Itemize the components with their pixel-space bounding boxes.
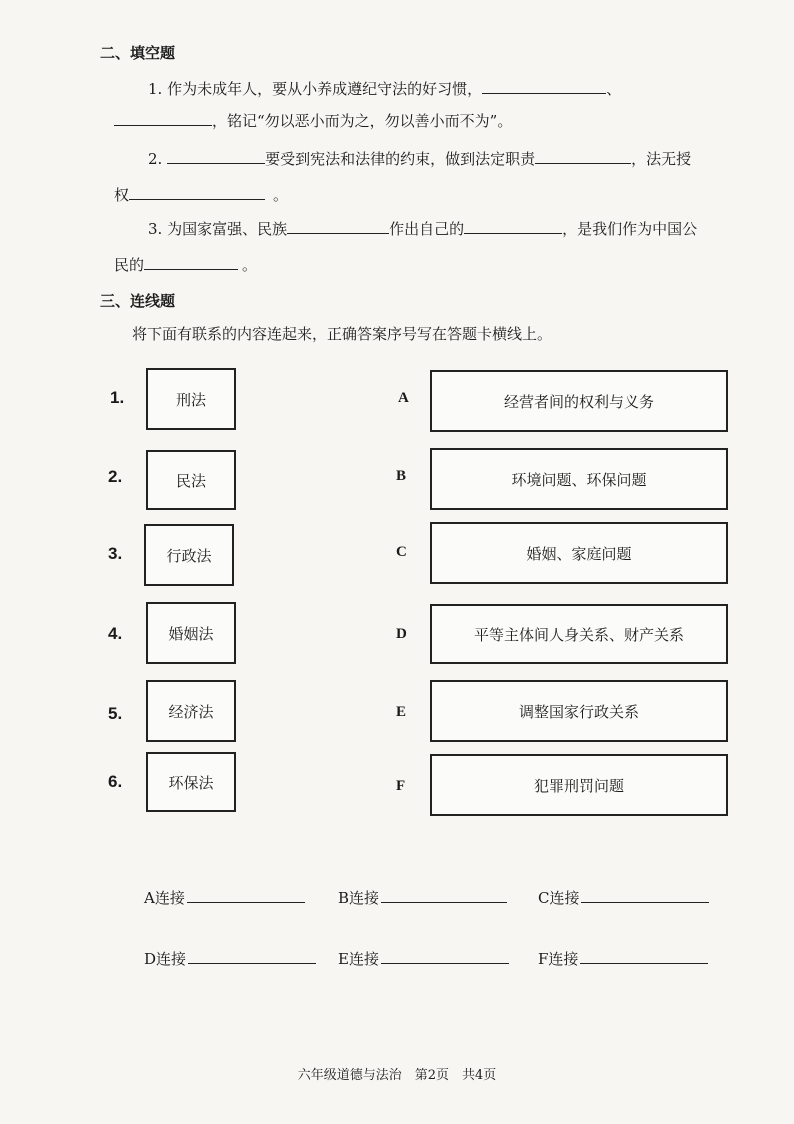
answer-f-blank[interactable] bbox=[580, 949, 708, 964]
right-item-c[interactable]: 婚姻、家庭问题 bbox=[430, 522, 728, 584]
question-3-line-2 bbox=[114, 254, 257, 275]
q1-blank-1[interactable] bbox=[482, 79, 606, 94]
q2-prefix: 2. bbox=[148, 150, 168, 168]
right-letter-d: D bbox=[396, 626, 407, 642]
left-item-civil-law[interactable]: 民法 bbox=[146, 450, 236, 510]
q1-mid: 、 bbox=[606, 80, 622, 98]
q2-blank-1[interactable] bbox=[167, 149, 265, 164]
answer-d-label: D连接 bbox=[144, 950, 187, 968]
q1-suffix: ，铭记“勿以恶小而为之，勿以善小而不为”。 bbox=[212, 112, 513, 130]
answer-e-blank[interactable] bbox=[381, 949, 509, 964]
answer-d bbox=[144, 948, 316, 969]
answer-a-label: A连接 bbox=[144, 889, 185, 907]
left-item-environmental-law[interactable]: 环保法 bbox=[146, 752, 236, 812]
answer-b bbox=[338, 887, 507, 908]
q2-blank-2[interactable] bbox=[535, 149, 631, 164]
left-number-5: 5. bbox=[108, 704, 123, 723]
answer-c bbox=[538, 887, 709, 908]
q3-blank-3[interactable] bbox=[144, 255, 238, 270]
q3-part2: ，是我们作为中国公 bbox=[562, 220, 698, 238]
q3-blank-2[interactable] bbox=[464, 219, 562, 234]
q3-line2-prefix: 民的 bbox=[114, 256, 145, 274]
q2-part2: ，法无授 bbox=[631, 150, 692, 168]
right-letter-b: B bbox=[396, 468, 407, 484]
answer-e bbox=[338, 948, 509, 969]
matching-instruction: 将下面有联系的内容连起来，正确答案序号写在答题卡横线上。 bbox=[132, 325, 553, 343]
q1-prefix: 1. 作为未成年人，要从小养成遵纪守法的好习惯， bbox=[148, 80, 483, 98]
right-item-d[interactable]: 平等主体间人身关系、财产关系 bbox=[430, 604, 728, 664]
left-item-criminal-law[interactable]: 刑法 bbox=[146, 368, 236, 430]
page-footer: 六年级道德与法治 第2页 共4页 bbox=[297, 1068, 497, 1083]
q3-prefix: 3. 为国家富强、民族 bbox=[148, 220, 288, 238]
question-2-line-1 bbox=[148, 148, 691, 169]
answer-c-label: C连接 bbox=[538, 889, 580, 907]
q3-end: 。 bbox=[242, 256, 258, 274]
left-number-4: 4. bbox=[108, 624, 123, 643]
answer-f-label: F连接 bbox=[538, 950, 579, 968]
right-letter-c: C bbox=[396, 544, 407, 560]
q2-part1: 要受到宪法和法律的约束，做到法定职责 bbox=[265, 150, 536, 168]
question-1-line-2 bbox=[114, 110, 512, 131]
answer-e-label: E连接 bbox=[338, 950, 379, 968]
left-number-3: 3. bbox=[108, 544, 123, 563]
answer-b-blank[interactable] bbox=[381, 888, 507, 903]
left-item-marriage-law[interactable]: 婚姻法 bbox=[146, 602, 236, 664]
q3-part1: 作出自己的 bbox=[389, 220, 465, 238]
left-item-administrative-law[interactable]: 行政法 bbox=[144, 524, 234, 586]
question-3-line-1 bbox=[148, 218, 697, 239]
right-letter-f: F bbox=[396, 778, 406, 794]
answer-c-blank[interactable] bbox=[581, 888, 709, 903]
left-item-economic-law[interactable]: 经济法 bbox=[146, 680, 236, 742]
section-title-fill-blank: 二、填空题 bbox=[100, 44, 176, 62]
question-2-line-2 bbox=[114, 184, 288, 205]
right-letter-a: A bbox=[398, 390, 409, 406]
q1-blank-2[interactable] bbox=[114, 111, 212, 126]
right-letter-e: E bbox=[396, 704, 407, 720]
answer-a-blank[interactable] bbox=[187, 888, 305, 903]
q2-end: 。 bbox=[273, 186, 289, 204]
right-item-e[interactable]: 调整国家行政关系 bbox=[430, 680, 728, 742]
left-number-2: 2. bbox=[108, 467, 123, 486]
left-number-6: 6. bbox=[108, 772, 123, 791]
answer-a bbox=[144, 887, 305, 908]
right-item-b[interactable]: 环境问题、环保问题 bbox=[430, 448, 728, 510]
q2-line2-prefix: 权 bbox=[114, 186, 130, 204]
left-number-1: 1. bbox=[110, 388, 125, 407]
question-1-line-1 bbox=[148, 78, 621, 99]
answer-d-blank[interactable] bbox=[188, 949, 316, 964]
q2-blank-3[interactable] bbox=[129, 185, 265, 200]
right-item-f[interactable]: 犯罪刑罚问题 bbox=[430, 754, 728, 816]
answer-b-label: B连接 bbox=[338, 889, 380, 907]
q3-blank-1[interactable] bbox=[287, 219, 389, 234]
answer-f bbox=[538, 948, 708, 969]
section-title-matching: 三、连线题 bbox=[100, 292, 176, 310]
right-item-a[interactable]: 经营者间的权利与义务 bbox=[430, 370, 728, 432]
